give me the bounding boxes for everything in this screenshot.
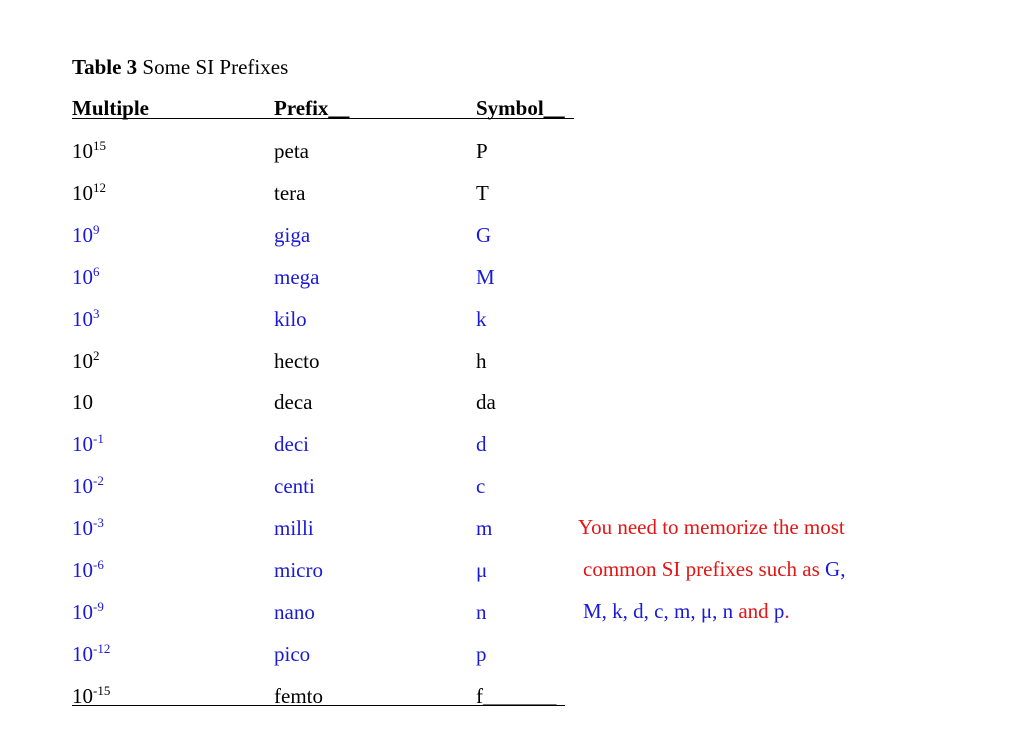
multiple-exponent: -6 [93,557,104,572]
table-row [0,392,1023,416]
multiple-cell [72,515,104,541]
symbol-cell: da [476,390,496,415]
symbol-cell: c [476,474,486,499]
symbol-cell: p [476,641,487,666]
symbol-cell: k [476,306,487,331]
multiple-exponent: -9 [93,598,104,614]
table-row [0,347,1023,375]
symbol-cell: P [476,139,488,163]
header-multiple: Multiple [72,96,149,120]
prefix-cell: nano [274,599,315,624]
note-line-2 [583,559,845,580]
note-line-1 [578,517,845,538]
multiple-exponent: -12 [93,640,111,656]
multiple-base: 10 [72,222,93,247]
multiple-cell [72,138,106,163]
prefix-cell: hecto [274,348,320,373]
header-underline [72,118,574,119]
multiple-base: 10 [72,516,93,541]
table-caption: Some SI Prefixes [142,55,289,79]
multiple-cell [72,431,104,457]
multiple-base: 10 [72,432,93,457]
prefix-cell: tera [274,180,306,205]
multiple-cell [72,640,111,666]
table-row [0,179,1023,207]
table-row [0,305,1023,333]
multiple-exponent: -1 [93,431,104,447]
prefix-cell: kilo [274,306,307,331]
table-row [0,431,1023,458]
symbol-cell: m [476,516,493,541]
symbol-cell: h [476,348,487,373]
multiple-base: 10 [72,474,93,499]
prefix-cell: mega [274,264,320,289]
table-row [0,221,1023,249]
prefix-cell: micro [274,558,323,582]
multiple-cell [72,392,93,413]
multiple-exponent: 2 [93,347,100,363]
header-prefix: Prefix__ [274,96,350,120]
note-text-3-highlight: M, k, d, c, m, μ, n [583,599,734,623]
multiple-exponent: 15 [93,138,106,153]
note-text-2: common SI prefixes such as [583,557,820,581]
prefix-cell: femto [274,683,323,708]
multiple-base: 10 [72,348,93,373]
symbol-cell: G [476,222,492,247]
table-row [0,682,1023,710]
symbol-cell: f_______ [476,683,557,708]
multiple-cell [72,179,106,205]
prefix-cell: pico [274,641,311,666]
multiple-cell [72,598,104,624]
multiple-exponent: -2 [93,473,104,489]
prefix-cell: deca [274,390,313,415]
symbol-cell: n [476,599,487,624]
multiple-exponent: 6 [93,263,100,279]
table-row [0,138,1023,165]
prefix-cell: milli [274,516,314,541]
symbol-cell: M [476,264,495,289]
table-row [0,557,1023,584]
multiple-base: 10 [72,390,93,415]
prefix-cell: peta [274,139,309,163]
multiple-cell [72,305,100,331]
note-text-3-and: and [738,599,769,623]
note-text-2-highlight: G, [825,557,846,581]
multiple-cell [72,221,100,247]
table-row [0,640,1023,668]
prefix-cell: giga [274,222,311,247]
multiple-base: 10 [72,599,93,624]
multiple-base: 10 [72,139,93,163]
multiple-cell [72,263,100,289]
multiple-cell [72,473,104,499]
table-bottom-rule [72,705,565,706]
table-row [0,473,1023,500]
table-label: Table 3 [72,55,138,79]
multiple-base: 10 [72,180,93,205]
table-row [0,598,1023,626]
prefix-cell: centi [274,474,315,499]
prefix-cell: deci [274,432,309,457]
multiple-exponent: 3 [93,305,100,321]
multiple-base: 10 [72,683,93,708]
multiple-base: 10 [72,641,93,666]
multiple-base: 10 [72,264,93,289]
multiple-cell [72,682,111,708]
header-symbol: Symbol__ [476,96,565,120]
symbol-cell: T [476,180,489,205]
multiple-exponent: 12 [93,179,106,195]
symbol-cell: d [476,432,487,457]
multiple-exponent: -3 [93,515,104,531]
note-text-1: You need to memorize the most [578,515,845,539]
table-title [72,57,288,78]
note-text-3-period: . [784,599,790,623]
multiple-base: 10 [72,306,93,331]
table-row [0,263,1023,291]
note-line-3 [583,601,790,622]
multiple-cell [72,557,104,582]
note-text-3-p: p [773,599,785,623]
table-row [0,515,1023,542]
multiple-exponent: -15 [93,682,111,698]
multiple-base: 10 [72,558,93,582]
multiple-exponent: 9 [93,221,100,237]
symbol-cell: μ [476,558,488,582]
multiple-cell [72,347,100,373]
